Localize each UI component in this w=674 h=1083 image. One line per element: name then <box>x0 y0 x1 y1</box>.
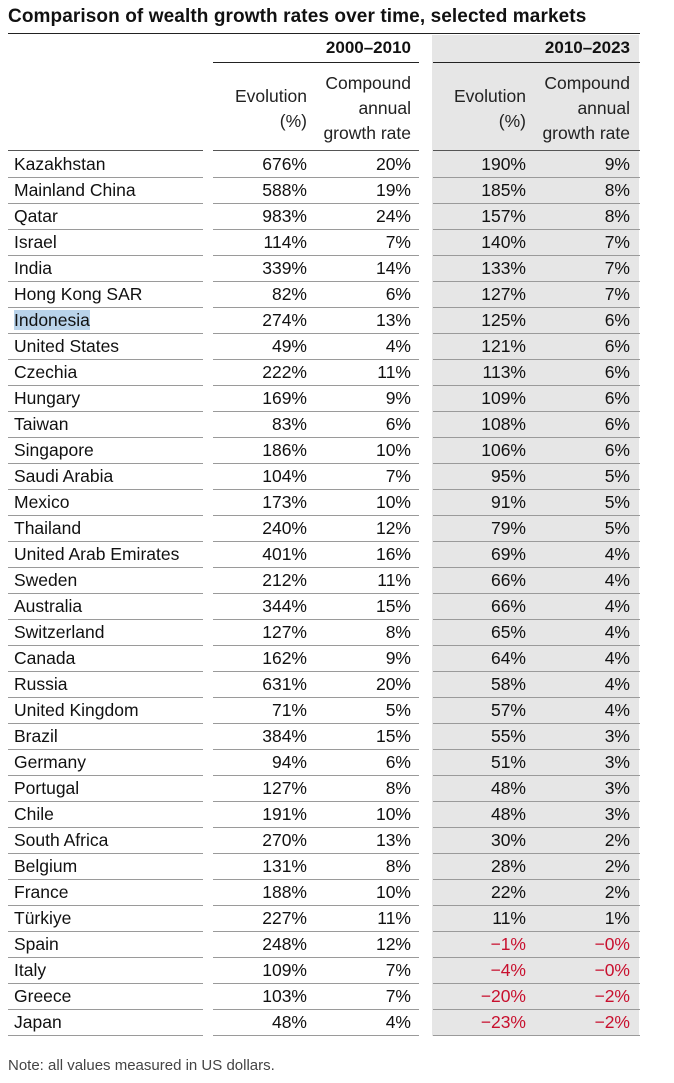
cagr-2000-2010-cell: 24% <box>375 206 411 226</box>
cagr-2000-2010-cell: 4% <box>385 1012 411 1032</box>
table-row <box>8 1010 640 1036</box>
cagr-2000-2010-cell: 10% <box>375 492 411 512</box>
table-row <box>8 438 640 464</box>
evolution-2000-2010-cell: 212% <box>262 570 307 590</box>
cagr-2010-2023-cell: 3% <box>604 804 630 824</box>
evolution-2010-2023-cell: 55% <box>490 726 526 746</box>
evolution-2000-2010-cell: 104% <box>262 466 307 486</box>
table-row <box>8 490 640 516</box>
cagr-2010-2023-cell: 7% <box>604 284 630 304</box>
country-cell <box>14 1010 62 1035</box>
cagr-2010-2023-cell: 6% <box>604 440 630 460</box>
cagr-2000-2010-cell: 12% <box>375 934 411 954</box>
column-header-line: Evolution <box>235 86 307 106</box>
cagr-2000-2010-cell: 8% <box>385 622 411 642</box>
table-row <box>8 542 640 568</box>
cagr-2010-2023-cell: 9% <box>604 154 630 174</box>
country-cell <box>14 880 68 905</box>
cagr-2010-2023-cell: −2% <box>594 1012 630 1032</box>
cagr-2000-2010-cell: 7% <box>385 466 411 486</box>
evolution-2000-2010-cell: 82% <box>271 284 307 304</box>
cagr-2000-2010-cell: 10% <box>375 440 411 460</box>
evolution-2000-2010-cell: 401% <box>262 544 307 564</box>
country-cell <box>14 698 139 723</box>
evolution-2010-2023-cell: 113% <box>482 362 526 382</box>
country-name: Türkiye <box>14 908 72 928</box>
cagr-2000-2010-cell: 15% <box>375 596 411 616</box>
evolution-2000-2010-cell: 222% <box>262 362 307 382</box>
evolution-2000-2010-cell: 191% <box>262 804 307 824</box>
country-cell <box>14 802 54 827</box>
evolution-2000-2010-cell: 162% <box>262 648 307 668</box>
country-name: Qatar <box>14 206 58 226</box>
cagr-2010-2023-cell: 4% <box>604 570 630 590</box>
country-name: Germany <box>14 752 86 772</box>
cagr-2010-2023-cell: 6% <box>604 362 630 382</box>
country-name: Canada <box>14 648 76 668</box>
table-row <box>8 594 640 620</box>
country-cell <box>14 464 113 489</box>
cagr-2010-2023-cell: 2% <box>604 882 630 902</box>
table-row <box>8 646 640 672</box>
column-header-line: growth rate <box>323 123 411 143</box>
country-name: France <box>14 882 69 902</box>
evolution-2000-2010-cell: 588% <box>262 180 307 200</box>
evolution-2010-2023-cell: 28% <box>490 856 526 876</box>
table-row <box>8 724 640 750</box>
cagr-2000-2010-cell: 5% <box>385 700 411 720</box>
evolution-2010-2023-cell: 157% <box>481 206 526 226</box>
table-row <box>8 932 640 958</box>
evolution-2000-2010-cell: 274% <box>262 310 307 330</box>
evolution-2010-2023-cell: 121% <box>481 336 526 356</box>
cagr-2010-2023-cell: 7% <box>604 232 630 252</box>
country-name: Switzerland <box>14 622 105 642</box>
country-name: Thailand <box>14 518 82 538</box>
evolution-2010-2023-cell: 51% <box>490 752 526 772</box>
row-divider <box>433 1035 640 1036</box>
evolution-2000-2010-cell: 131% <box>262 856 307 876</box>
country-cell <box>14 490 69 515</box>
evolution-2010-2023-cell: 79% <box>490 518 526 538</box>
cagr-2000-2010-cell: 13% <box>375 310 411 330</box>
country-name: Hungary <box>14 388 81 408</box>
evolution-2000-2010-cell: 676% <box>262 154 307 174</box>
country-cell <box>14 438 94 463</box>
cagr-2000-2010-cell: 20% <box>375 674 411 694</box>
country-name: United States <box>14 336 120 356</box>
column-header-line: Evolution <box>454 86 526 106</box>
cagr-2000-2010-cell: 15% <box>375 726 411 746</box>
table-row <box>8 984 640 1010</box>
column-header-line: Compound <box>325 73 411 93</box>
country-cell <box>14 724 58 749</box>
table-row <box>8 672 640 698</box>
evolution-2010-2023-cell: 30% <box>490 830 526 850</box>
table-row <box>8 880 640 906</box>
column-header-evolution-2000-2010 <box>208 84 307 134</box>
cagr-2010-2023-cell: 4% <box>604 700 630 720</box>
evolution-2010-2023-cell: 109% <box>481 388 526 408</box>
cagr-2000-2010-cell: 10% <box>375 882 411 902</box>
header-divider-2010-2023 <box>433 150 640 151</box>
cagr-2010-2023-cell: 4% <box>604 648 630 668</box>
country-name: Russia <box>14 674 68 694</box>
country-name: Sweden <box>14 570 78 590</box>
evolution-2010-2023-cell: −1% <box>490 934 526 954</box>
table-row <box>8 906 640 932</box>
table-row <box>8 178 640 204</box>
cagr-2000-2010-cell: 19% <box>375 180 411 200</box>
column-header-line: annual <box>358 98 411 118</box>
table-row <box>8 204 640 230</box>
period-header-2000-2010: 2000–2010 <box>325 38 411 57</box>
cagr-2000-2010-cell: 7% <box>385 960 411 980</box>
evolution-2010-2023-cell: 133% <box>481 258 526 278</box>
column-header-line: annual <box>577 98 630 118</box>
cagr-2010-2023-cell: 6% <box>604 310 630 330</box>
cagr-2010-2023-cell: 5% <box>604 466 630 486</box>
table-row <box>8 568 640 594</box>
country-cell <box>14 750 86 775</box>
country-cell <box>14 334 119 359</box>
cagr-2000-2010-cell: 11% <box>377 570 411 590</box>
table-row <box>8 620 640 646</box>
period-header-2010-2023: 2010–2023 <box>544 38 630 57</box>
country-name: Kazakhstan <box>14 154 106 174</box>
evolution-2010-2023-cell: 48% <box>490 804 526 824</box>
country-name: Chile <box>14 804 54 824</box>
table-row <box>8 464 640 490</box>
row-divider <box>8 1035 203 1036</box>
column-header-line: (%) <box>498 111 526 131</box>
title-divider <box>8 33 640 34</box>
country-cell <box>14 594 82 619</box>
country-cell <box>14 906 71 931</box>
evolution-2000-2010-cell: 983% <box>262 206 307 226</box>
evolution-2010-2023-cell: −20% <box>480 986 526 1006</box>
country-cell <box>14 308 90 333</box>
cagr-2010-2023-cell: 2% <box>604 856 630 876</box>
column-header-cagr-2000-2010 <box>300 71 411 146</box>
cagr-2010-2023-cell: −0% <box>594 934 630 954</box>
evolution-2010-2023-cell: 69% <box>490 544 526 564</box>
cagr-2000-2010-cell: 20% <box>375 154 411 174</box>
country-cell <box>14 984 71 1009</box>
country-name: United Kingdom <box>14 700 139 720</box>
column-header-line: Compound <box>544 73 630 93</box>
country-name: Australia <box>14 596 83 616</box>
country-cell <box>14 568 77 593</box>
evolution-2000-2010-cell: 339% <box>262 258 307 278</box>
cagr-2010-2023-cell: −0% <box>594 960 630 980</box>
table-row <box>8 958 640 984</box>
cagr-2010-2023-cell: 7% <box>604 258 630 278</box>
evolution-2010-2023-cell: 48% <box>490 778 526 798</box>
country-name: United Arab Emirates <box>14 544 180 564</box>
cagr-2000-2010-cell: 6% <box>385 414 411 434</box>
country-cell <box>14 932 59 957</box>
evolution-2000-2010-cell: 49% <box>271 336 307 356</box>
table-row <box>8 386 640 412</box>
cagr-2010-2023-cell: 3% <box>604 726 630 746</box>
chart-title: Comparison of wealth growth rates over time, selected markets <box>8 6 587 27</box>
cagr-2010-2023-cell: 4% <box>604 544 630 564</box>
evolution-2000-2010-cell: 344% <box>262 596 307 616</box>
cagr-2010-2023-cell: 6% <box>604 414 630 434</box>
evolution-2000-2010-cell: 240% <box>262 518 307 538</box>
evolution-2000-2010-cell: 83% <box>271 414 307 434</box>
country-name: Taiwan <box>14 414 69 434</box>
country-name: Indonesia <box>14 310 90 330</box>
table-row <box>8 698 640 724</box>
evolution-2010-2023-cell: 106% <box>481 440 526 460</box>
country-cell <box>14 828 108 853</box>
cagr-2000-2010-cell: 6% <box>385 284 411 304</box>
cagr-2000-2010-cell: 12% <box>375 518 411 538</box>
evolution-2010-2023-cell: −23% <box>480 1012 526 1032</box>
cagr-2000-2010-cell: 10% <box>375 804 411 824</box>
column-header-line: growth rate <box>542 123 630 143</box>
evolution-2000-2010-cell: 384% <box>262 726 307 746</box>
cagr-2000-2010-cell: 4% <box>385 336 411 356</box>
header-divider-2000-2010 <box>213 150 419 151</box>
table-row <box>8 750 640 776</box>
country-name: Italy <box>14 960 47 980</box>
country-name: Belgium <box>14 856 78 876</box>
country-cell <box>14 516 81 541</box>
country-cell <box>14 412 68 437</box>
evolution-2010-2023-cell: −4% <box>490 960 526 980</box>
country-cell <box>14 282 142 307</box>
cagr-2010-2023-cell: 4% <box>604 596 630 616</box>
evolution-2000-2010-cell: 173% <box>262 492 307 512</box>
table-row <box>8 516 640 542</box>
cagr-2000-2010-cell: 8% <box>385 778 411 798</box>
row-divider <box>213 1035 419 1036</box>
cagr-2010-2023-cell: 8% <box>604 180 630 200</box>
evolution-2010-2023-cell: 66% <box>490 570 526 590</box>
column-header-evolution-2010-2023 <box>436 84 526 134</box>
evolution-2000-2010-cell: 103% <box>262 986 307 1006</box>
country-cell <box>14 542 179 567</box>
cagr-2000-2010-cell: 11% <box>377 362 411 382</box>
country-cell <box>14 854 77 879</box>
country-name: Israel <box>14 232 57 252</box>
country-cell <box>14 958 46 983</box>
table-row <box>8 308 640 334</box>
evolution-2010-2023-cell: 185% <box>481 180 526 200</box>
cagr-2010-2023-cell: 6% <box>604 336 630 356</box>
country-cell <box>14 204 58 229</box>
evolution-2010-2023-cell: 57% <box>490 700 526 720</box>
evolution-2000-2010-cell: 227% <box>262 908 307 928</box>
country-name: Portugal <box>14 778 80 798</box>
table-row <box>8 334 640 360</box>
evolution-2010-2023-cell: 108% <box>481 414 526 434</box>
table-row <box>8 854 640 880</box>
cagr-2000-2010-cell: 7% <box>385 232 411 252</box>
cagr-2010-2023-cell: 4% <box>604 622 630 642</box>
cagr-2000-2010-cell: 11% <box>377 908 411 928</box>
country-name: Brazil <box>14 726 58 746</box>
evolution-2000-2010-cell: 94% <box>271 752 307 772</box>
country-name: Hong Kong SAR <box>14 284 143 304</box>
table-row <box>8 412 640 438</box>
country-name: Japan <box>14 1012 62 1032</box>
cagr-2000-2010-cell: 13% <box>375 830 411 850</box>
header-divider-country <box>8 150 203 151</box>
column-header-line: (%) <box>279 111 307 131</box>
period-divider-2000-2010 <box>213 62 419 63</box>
evolution-2000-2010-cell: 248% <box>262 934 307 954</box>
cagr-2000-2010-cell: 7% <box>385 986 411 1006</box>
cagr-2010-2023-cell: 1% <box>604 908 630 928</box>
country-name: Singapore <box>14 440 94 460</box>
table-row <box>8 152 640 178</box>
country-cell <box>14 776 79 801</box>
footnote: Note: all values measured in US dollars. <box>8 1057 275 1074</box>
cagr-2010-2023-cell: 5% <box>604 492 630 512</box>
evolution-2010-2023-cell: 11% <box>492 908 526 928</box>
country-name: Saudi Arabia <box>14 466 114 486</box>
period-divider-2010-2023 <box>433 62 640 63</box>
evolution-2010-2023-cell: 140% <box>481 232 526 252</box>
evolution-2010-2023-cell: 125% <box>481 310 526 330</box>
evolution-2000-2010-cell: 270% <box>262 830 307 850</box>
evolution-2000-2010-cell: 109% <box>262 960 307 980</box>
country-name: South Africa <box>14 830 109 850</box>
evolution-2000-2010-cell: 48% <box>271 1012 307 1032</box>
country-cell <box>14 646 75 671</box>
evolution-2000-2010-cell: 127% <box>262 622 307 642</box>
evolution-2010-2023-cell: 58% <box>490 674 526 694</box>
cagr-2010-2023-cell: 4% <box>604 674 630 694</box>
evolution-2010-2023-cell: 65% <box>490 622 526 642</box>
table-row <box>8 360 640 386</box>
country-cell <box>14 230 57 255</box>
cagr-2010-2023-cell: 3% <box>604 752 630 772</box>
cagr-2000-2010-cell: 9% <box>385 388 411 408</box>
table-row <box>8 282 640 308</box>
country-cell <box>14 672 68 697</box>
evolution-2010-2023-cell: 190% <box>481 154 526 174</box>
cagr-2010-2023-cell: 3% <box>604 778 630 798</box>
column-header-cagr-2010-2023 <box>520 71 630 146</box>
country-name: Spain <box>14 934 59 954</box>
cagr-2010-2023-cell: 6% <box>604 388 630 408</box>
evolution-2010-2023-cell: 66% <box>490 596 526 616</box>
evolution-2010-2023-cell: 127% <box>481 284 526 304</box>
evolution-2010-2023-cell: 91% <box>490 492 526 512</box>
country-name: India <box>14 258 52 278</box>
evolution-2010-2023-cell: 95% <box>490 466 526 486</box>
cagr-2010-2023-cell: 5% <box>604 518 630 538</box>
cagr-2000-2010-cell: 16% <box>375 544 411 564</box>
evolution-2000-2010-cell: 186% <box>262 440 307 460</box>
evolution-2000-2010-cell: 114% <box>263 232 307 252</box>
table-row <box>8 828 640 854</box>
evolution-2010-2023-cell: 22% <box>490 882 526 902</box>
country-cell <box>14 152 105 177</box>
country-cell <box>14 178 136 203</box>
table-row <box>8 230 640 256</box>
country-cell <box>14 360 77 385</box>
country-cell <box>14 256 52 281</box>
country-name: Mexico <box>14 492 70 512</box>
evolution-2000-2010-cell: 71% <box>271 700 307 720</box>
evolution-2010-2023-cell: 64% <box>490 648 526 668</box>
country-cell <box>14 620 104 645</box>
country-name: Czechia <box>14 362 78 382</box>
cagr-2010-2023-cell: 2% <box>604 830 630 850</box>
evolution-2000-2010-cell: 188% <box>262 882 307 902</box>
cagr-2000-2010-cell: 14% <box>375 258 411 278</box>
evolution-2000-2010-cell: 169% <box>262 388 307 408</box>
country-cell <box>14 386 80 411</box>
table-row <box>8 802 640 828</box>
table-row <box>8 776 640 802</box>
country-name: Greece <box>14 986 72 1006</box>
table-row <box>8 256 640 282</box>
cagr-2000-2010-cell: 9% <box>385 648 411 668</box>
cagr-2000-2010-cell: 8% <box>385 856 411 876</box>
evolution-2000-2010-cell: 631% <box>262 674 307 694</box>
cagr-2010-2023-cell: 8% <box>604 206 630 226</box>
cagr-2000-2010-cell: 6% <box>385 752 411 772</box>
cagr-2010-2023-cell: −2% <box>594 986 630 1006</box>
evolution-2000-2010-cell: 127% <box>262 778 307 798</box>
country-name: Mainland China <box>14 180 136 200</box>
